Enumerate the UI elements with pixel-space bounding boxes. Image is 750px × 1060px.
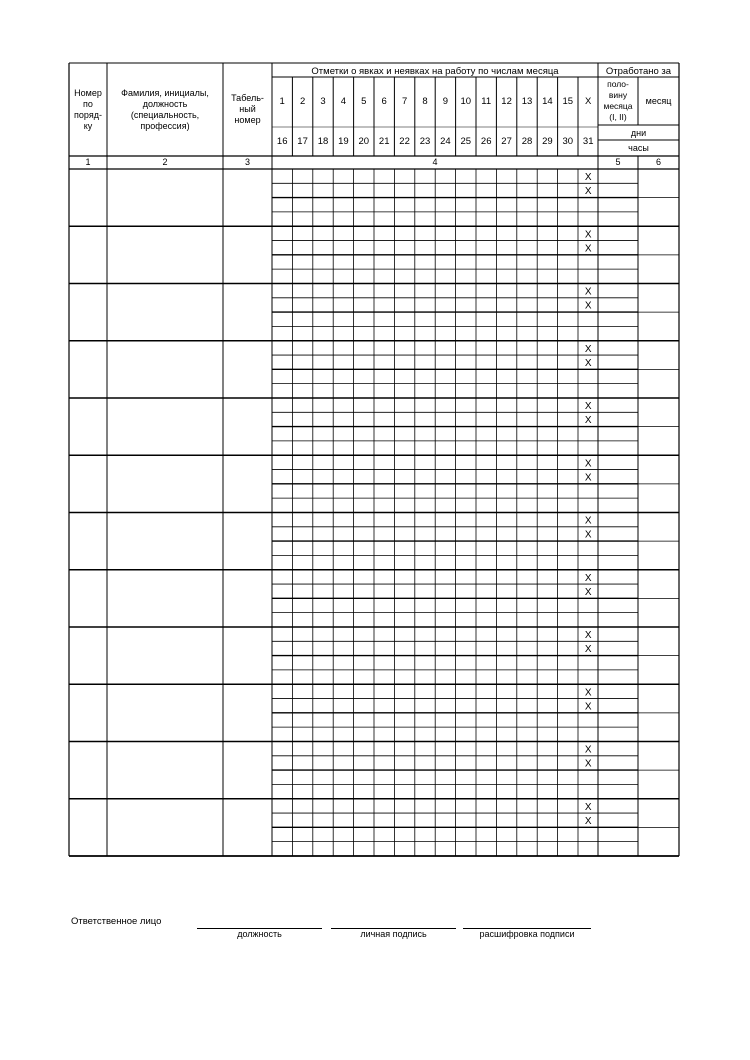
day-number: 16 [276,136,288,147]
x-mark: X [584,243,592,255]
employee-row[interactable] [69,455,679,512]
day-number: 8 [422,96,428,107]
header-number-label: поряд- [74,110,102,120]
day-number: 24 [440,136,451,147]
employee-row[interactable] [69,684,679,741]
days-label: дни [630,128,647,138]
day-number: 29 [542,136,553,147]
day-number: 31 [582,136,594,147]
day-number: 9 [442,96,449,107]
marks-title: Отметки о явках и неявках на работу по числам месяца [311,66,559,77]
day-number: 2 [299,96,306,107]
header-number-label: по [83,99,93,109]
day-number: 12 [501,96,512,107]
half-month-label: месяца [603,101,633,111]
responsible-person-label: Ответственное лицо [71,916,162,927]
header-number-label: ку [83,121,93,131]
day-number: X [585,96,592,107]
header-name-label: профессия) [140,121,190,131]
day-number: 6 [381,96,387,107]
month-label: месяц [645,96,672,106]
day-number: 1 [279,96,285,107]
x-mark: X [584,172,592,183]
x-mark: X [584,572,592,584]
x-mark: X [584,701,592,713]
x-mark: X [584,343,592,355]
day-number: 11 [481,96,492,107]
day-number: 3 [320,96,326,107]
half-month-label: вину [608,90,628,100]
day-number: 13 [521,96,533,107]
x-mark: X [584,472,592,484]
header-tab-label: номер [234,115,261,125]
x-mark: X [584,644,592,655]
employee-row[interactable] [69,513,679,570]
position-caption: должность [237,929,282,939]
employee-row[interactable] [69,341,679,398]
header-number-label: Номер [74,88,102,98]
employee-row[interactable] [69,742,679,799]
x-mark: X [584,458,592,470]
x-mark: X [584,401,592,412]
employee-row[interactable] [69,284,679,341]
x-mark: X [584,357,592,369]
day-number: 22 [399,136,410,147]
half-month-label: (I, II) [609,112,627,122]
x-mark: X [584,186,592,197]
x-mark: X [584,300,592,312]
day-number: 30 [562,136,574,147]
employee-row[interactable] [69,398,679,455]
x-mark: X [584,758,592,770]
day-number: 18 [317,136,329,147]
day-number: 19 [338,136,349,147]
day-number: 7 [401,96,408,107]
x-mark: X [584,515,592,527]
x-mark: X [584,415,592,426]
column-number: 3 [244,157,251,167]
column-number: 2 [162,157,168,167]
x-mark: X [584,529,592,541]
x-mark: X [584,630,592,641]
employee-row[interactable] [69,169,679,226]
column-number: 1 [85,157,91,167]
day-number: 20 [358,136,370,147]
day-number: 28 [521,136,533,147]
signature-caption: личная подпись [360,929,427,939]
x-mark: X [584,229,592,241]
x-mark: X [584,586,592,598]
worked-title: Отработано за [605,66,672,77]
employee-row[interactable] [69,226,679,283]
hours-label: часы [628,143,649,153]
x-mark: X [584,815,592,827]
header-name-label: должность [142,99,188,109]
day-number: 14 [542,96,553,107]
day-number: 23 [419,136,431,147]
timesheet-employee-rows [69,169,679,856]
day-number: 4 [340,96,347,107]
day-number: 27 [501,136,512,147]
header-name-label: Фамилия, инициалы, [121,88,209,98]
decoding-caption: расшифровка подписи [479,929,575,939]
column-number: 6 [655,157,662,167]
column-number: 4 [432,157,438,167]
day-number: 10 [460,96,472,107]
day-number: 21 [378,136,390,147]
timesheet-header-labels [74,66,672,167]
day-number: 26 [480,136,492,147]
day-number: 5 [361,96,367,107]
employee-row[interactable] [69,627,679,684]
x-mark: X [584,744,592,756]
employee-row[interactable] [69,570,679,627]
x-mark: X [584,801,592,813]
header-tab-label: ный [239,104,256,114]
day-number: 25 [460,136,472,147]
header-tab-label: Табель- [231,93,264,103]
day-number: 15 [562,96,574,107]
x-mark: X [584,286,592,298]
day-number: 17 [297,136,308,147]
x-mark: X [584,687,592,699]
half-month-label: поло- [607,79,629,89]
header-name-label: (специальность, [130,110,200,120]
employee-row[interactable] [69,799,679,856]
column-number: 5 [615,157,621,167]
